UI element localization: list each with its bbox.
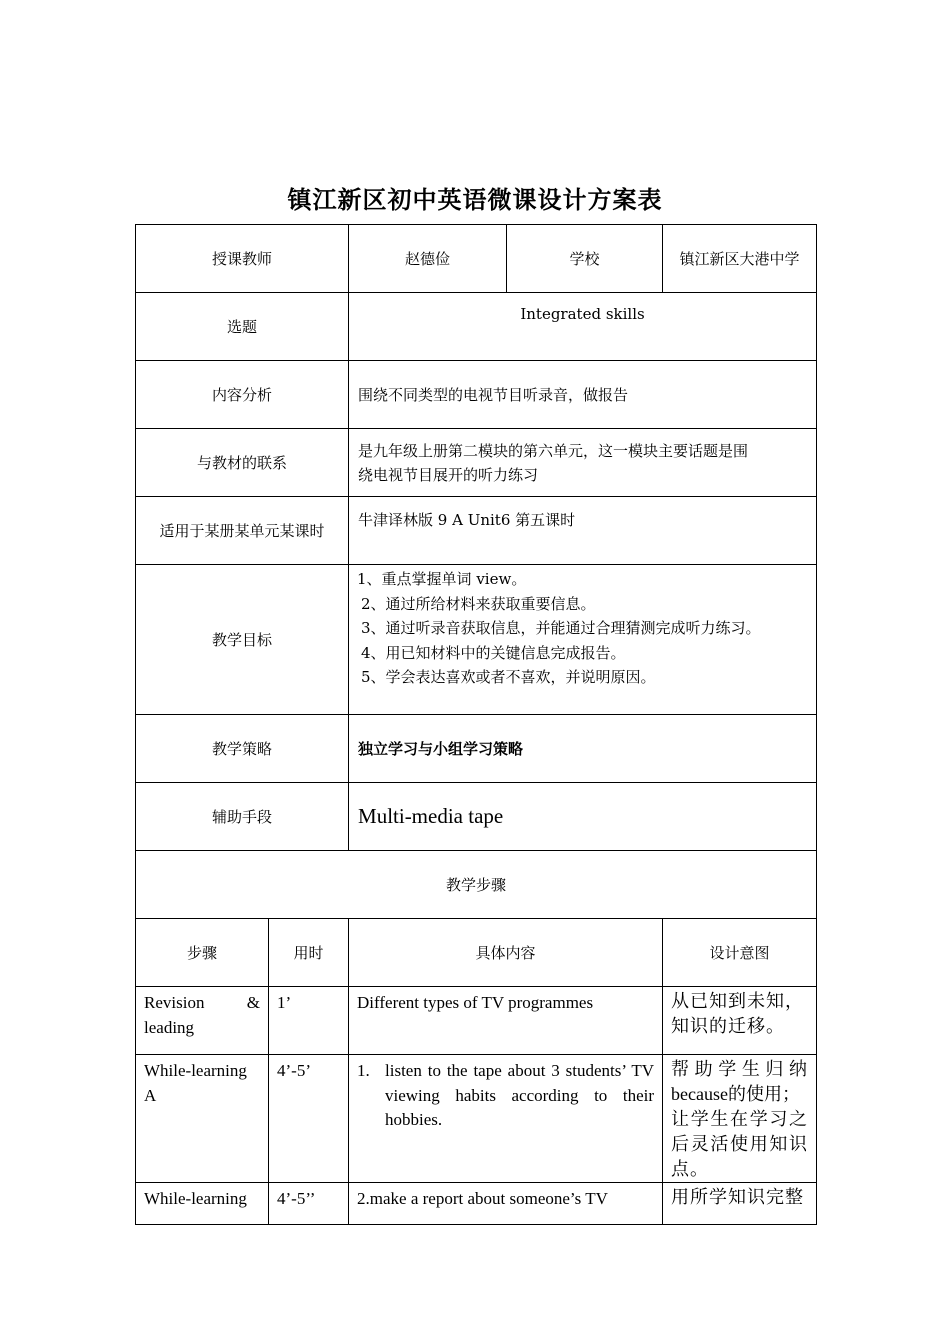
strategy-value: 独立学习与小组学习策略 <box>349 715 817 783</box>
applicable-value: 牛津译林版 9 A Unit6 第五课时 <box>349 497 817 565</box>
design-table <box>135 224 817 1225</box>
page-title: 镇江新区初中英语微课设计方案表 <box>287 185 663 214</box>
header-intent: 设计意图 <box>663 919 817 987</box>
intent-line: 帮助学生归纳 <box>671 1059 809 1080</box>
intent-line: 让学生在学习之 <box>671 1109 809 1130</box>
goal-item: 1、重点掌握单词 view。 <box>357 570 527 588</box>
goal-item: 5、学会表达喜欢或者不喜欢，并说明原因。 <box>361 668 656 686</box>
step-cell <box>136 987 269 1055</box>
school-label: 学校 <box>507 225 663 293</box>
aids-label: 辅助手段 <box>136 783 349 851</box>
goals-list <box>349 565 817 715</box>
intent-cell <box>663 1055 817 1183</box>
aids-value: Multi-media tape <box>349 783 817 851</box>
intent-line: 后灵活使用知识 <box>671 1134 809 1155</box>
school-value: 镇江新区大港中学 <box>663 225 817 293</box>
intent-line: 从已知到未知， <box>671 991 805 1012</box>
intent-line: 点。 <box>671 1159 710 1180</box>
relation-line: 绕电视节目展开的听力练习 <box>358 465 539 484</box>
goals-label: 教学目标 <box>136 565 349 715</box>
step-name: & <box>246 993 260 1012</box>
step-name: Revision <box>144 993 205 1012</box>
header-time: 用时 <box>269 919 349 987</box>
content-cell <box>349 1055 663 1183</box>
intent-line: 知识的迁移。 <box>671 1016 786 1037</box>
header-content: 具体内容 <box>349 919 663 987</box>
teacher-label: 授课教师 <box>136 225 349 293</box>
time-cell: 4’-5’’ <box>269 1183 349 1225</box>
table-row <box>136 987 817 1055</box>
content-cell: 2.make a report about someone’s TV <box>349 1183 663 1225</box>
topic-label: 选题 <box>136 293 349 361</box>
goal-item: 3、通过听录音获取信息，并能通过合理猜测完成听力练习。 <box>361 619 761 637</box>
analysis-label: 内容分析 <box>136 361 349 429</box>
content-cell: Different types of TV programmes <box>349 987 663 1055</box>
time-cell: 4’-5’ <box>269 1055 349 1183</box>
step-name: While-learning <box>144 1061 247 1080</box>
topic-value: Integrated skills <box>349 293 817 361</box>
step-name: leading <box>144 1017 195 1037</box>
analysis-value: 围绕不同类型的电视节目听录音，做报告 <box>349 361 817 429</box>
strategy-label: 教学策略 <box>136 715 349 783</box>
time-cell: 1’ <box>269 987 349 1055</box>
step-name: A <box>144 1085 157 1105</box>
table-row <box>136 1055 817 1183</box>
header-step: 步骤 <box>136 919 269 987</box>
intent-cell: 用所学知识完整 <box>663 1183 817 1225</box>
intent-line: because的使用； <box>671 1084 800 1104</box>
teacher-value: 赵德俭 <box>349 225 507 293</box>
steps-heading: 教学步骤 <box>136 851 817 919</box>
intent-cell <box>663 987 817 1055</box>
step-cell: While-learning <box>136 1183 269 1225</box>
relation-value <box>349 429 817 497</box>
list-number: 1. <box>357 1061 370 1080</box>
goal-item: 2、通过所给材料来获取重要信息。 <box>361 594 596 613</box>
applicable-label: 适用于某册某单元某课时 <box>136 497 349 565</box>
list-text: listen to the tape about 3 students’ TV viewing habits according to their hobbies. <box>385 1061 655 1129</box>
relation-label: 与教材的联系 <box>136 429 349 497</box>
table-row <box>136 1183 817 1225</box>
relation-line: 是九年级上册第二模块的第六单元，这一模块主要话题是围 <box>358 441 749 460</box>
step-cell <box>136 1055 269 1183</box>
goal-item: 4、用已知材料中的关键信息完成报告。 <box>361 643 626 662</box>
